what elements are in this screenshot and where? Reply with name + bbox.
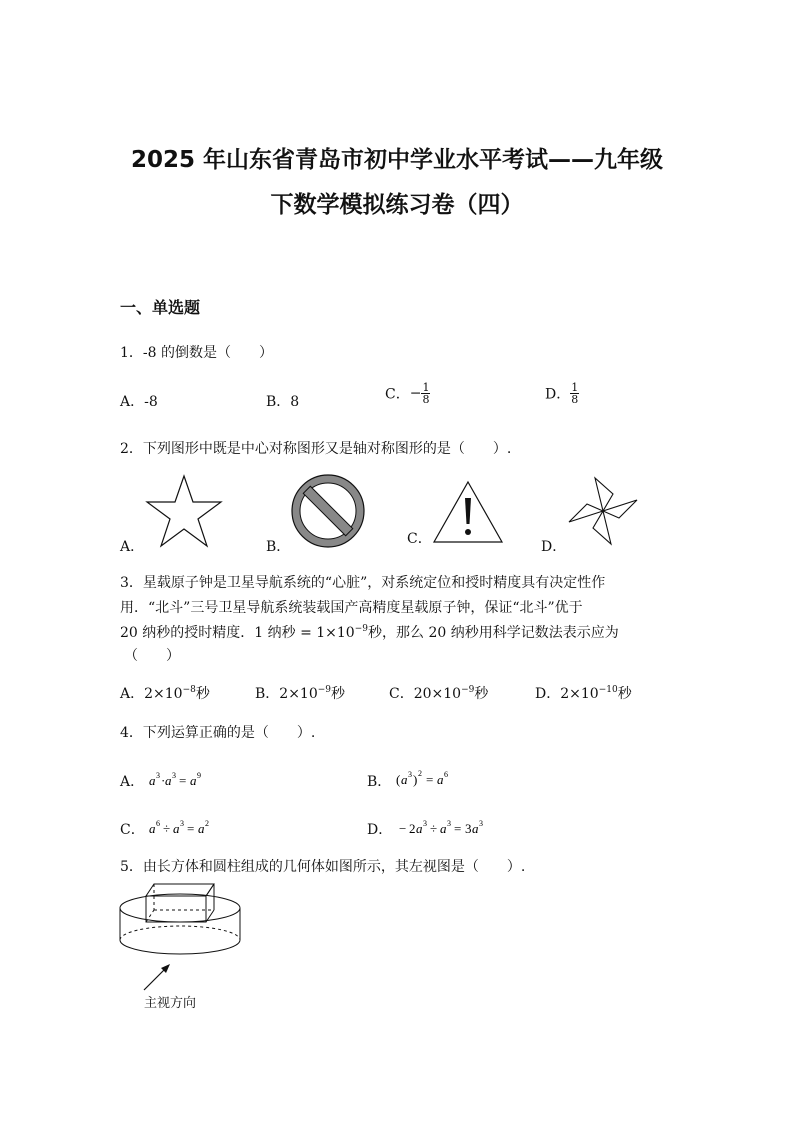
svg-text:6: 6 bbox=[443, 770, 448, 779]
question-3-option-a bbox=[120, 683, 210, 703]
question-3-line-3 bbox=[120, 622, 619, 642]
unit: 秒 bbox=[195, 686, 210, 702]
svg-text:): ) bbox=[412, 772, 418, 787]
prohibition-sign-icon bbox=[290, 473, 366, 549]
minus-sign: − bbox=[409, 385, 422, 402]
svg-text:a: a bbox=[471, 821, 479, 836]
text: 秒，那么 20 纳秒用科学记数法表示应为 bbox=[368, 625, 619, 641]
formula-c-image bbox=[149, 818, 225, 838]
formula-d-image bbox=[397, 818, 507, 838]
svg-text:3: 3 bbox=[464, 821, 472, 836]
svg-text:3: 3 bbox=[155, 771, 160, 780]
page-title-line2: 下数学模拟练习卷（四） bbox=[270, 192, 524, 218]
option-label: D． bbox=[545, 386, 571, 403]
svg-text:9: 9 bbox=[196, 771, 201, 780]
figure-caption: 主视方向 bbox=[144, 996, 197, 1011]
question-3-option-c bbox=[389, 683, 488, 703]
svg-text:3: 3 bbox=[171, 771, 176, 780]
cylinder-with-box-figure bbox=[114, 878, 246, 970]
svg-text:=: = bbox=[425, 772, 434, 787]
exponent: −9 bbox=[354, 624, 368, 634]
svg-text:2: 2 bbox=[408, 821, 416, 836]
formula-b-image bbox=[396, 770, 466, 790]
svg-text:a: a bbox=[164, 773, 172, 788]
svg-text:2: 2 bbox=[417, 769, 422, 778]
question-3-line-4: （ ） bbox=[124, 648, 180, 664]
fraction bbox=[570, 382, 579, 405]
svg-text:a: a bbox=[415, 821, 423, 836]
svg-text:(: ( bbox=[395, 772, 401, 787]
question-2-option-a-label: A． bbox=[120, 539, 145, 555]
question-4-option-d bbox=[367, 818, 507, 839]
svg-text:=: = bbox=[178, 773, 186, 788]
option-label: C． bbox=[389, 686, 414, 702]
svg-text:3: 3 bbox=[446, 819, 451, 828]
svg-text:3: 3 bbox=[422, 819, 427, 828]
question-3-option-d bbox=[535, 683, 632, 703]
fraction-numerator: 1 bbox=[571, 381, 579, 394]
svg-text:a: a bbox=[400, 772, 408, 787]
exponent: −9 bbox=[317, 685, 332, 695]
question-3-line-2: 用．“北斗”三号卫星导航系统装载国产高精度星载原子钟，保证“北斗”优于 bbox=[120, 600, 583, 616]
star-icon bbox=[145, 474, 223, 548]
view-direction-arrow-icon bbox=[140, 960, 174, 994]
question-4-stem: 4．下列运算正确的是（ ）. bbox=[120, 725, 316, 741]
option-label: A． bbox=[120, 774, 145, 790]
question-4-option-c bbox=[120, 818, 225, 839]
base: 20×10 bbox=[413, 686, 462, 702]
svg-text:a: a bbox=[149, 821, 156, 836]
svg-text:a: a bbox=[439, 821, 447, 836]
option-label: C． bbox=[120, 822, 145, 838]
svg-text:a: a bbox=[173, 821, 180, 836]
svg-text:3: 3 bbox=[180, 819, 185, 828]
question-1-option-c bbox=[385, 382, 430, 405]
warning-triangle-icon bbox=[432, 480, 504, 544]
base: 2×10 bbox=[560, 686, 599, 702]
question-2-option-d-label: D． bbox=[541, 539, 567, 555]
svg-text:·: · bbox=[160, 773, 165, 788]
svg-text:a: a bbox=[148, 773, 156, 788]
unit: 秒 bbox=[474, 686, 489, 702]
base: 2×10 bbox=[279, 686, 318, 702]
exponent: −10 bbox=[598, 685, 618, 695]
svg-text:÷: ÷ bbox=[163, 821, 171, 836]
svg-text:a: a bbox=[198, 821, 205, 836]
text: 20 纳秒的授时精度．1 纳秒 = 1×10 bbox=[120, 625, 355, 641]
option-label: D． bbox=[367, 822, 393, 838]
svg-text:−: − bbox=[398, 821, 407, 836]
question-1-option-a: A．-8 bbox=[120, 394, 158, 410]
option-label: B． bbox=[255, 686, 280, 702]
question-2-option-b-label: B． bbox=[266, 539, 291, 555]
option-label: C． bbox=[385, 386, 410, 403]
question-2-stem: 2．下列图形中既是中心对称图形又是轴对称图形的是（ ）. bbox=[120, 441, 512, 457]
question-4-option-a bbox=[120, 770, 213, 791]
question-3-line-1: 3．星载原子钟是卫星导航系统的“心脏”，对系统定位和授时精度具有决定性作 bbox=[120, 575, 606, 591]
unit: 秒 bbox=[331, 686, 346, 702]
svg-text:=: = bbox=[453, 821, 462, 836]
option-label: D． bbox=[535, 686, 561, 702]
exponent: −8 bbox=[182, 685, 196, 695]
fraction-denominator: 8 bbox=[422, 393, 430, 406]
base: 2×10 bbox=[144, 686, 183, 702]
svg-text:3: 3 bbox=[407, 770, 412, 779]
option-label: A． bbox=[120, 686, 145, 702]
svg-text:=: = bbox=[187, 821, 195, 836]
svg-text:6: 6 bbox=[156, 819, 161, 828]
svg-text:a: a bbox=[189, 773, 197, 788]
question-3-option-b bbox=[255, 683, 345, 703]
question-1-stem: 1．-8 的倒数是（ ） bbox=[120, 345, 273, 361]
section-heading-single-choice: 一、单选题 bbox=[120, 298, 201, 317]
question-1-option-d bbox=[545, 382, 579, 405]
svg-text:3: 3 bbox=[478, 819, 483, 828]
question-1-option-b: B．8 bbox=[266, 394, 300, 410]
question-2-option-c-label: C． bbox=[407, 531, 432, 547]
formula-a-image bbox=[149, 770, 213, 790]
fraction bbox=[421, 382, 430, 405]
pinwheel-icon bbox=[565, 474, 641, 548]
fraction-numerator: 1 bbox=[422, 381, 430, 394]
question-5-stem: 5．由长方体和圆柱组成的几何体如图所示，其左视图是（ ）. bbox=[120, 859, 526, 875]
page-title-line1: 2025 年山东省青岛市初中学业水平考试——九年级 bbox=[130, 147, 664, 173]
svg-text:a: a bbox=[436, 772, 444, 787]
option-label: B． bbox=[367, 774, 392, 790]
exponent: −9 bbox=[461, 685, 475, 695]
svg-text:÷: ÷ bbox=[429, 821, 437, 836]
svg-text:2: 2 bbox=[205, 819, 210, 828]
unit: 秒 bbox=[617, 686, 632, 702]
fraction-denominator: 8 bbox=[571, 393, 579, 406]
question-4-option-b bbox=[367, 770, 466, 791]
